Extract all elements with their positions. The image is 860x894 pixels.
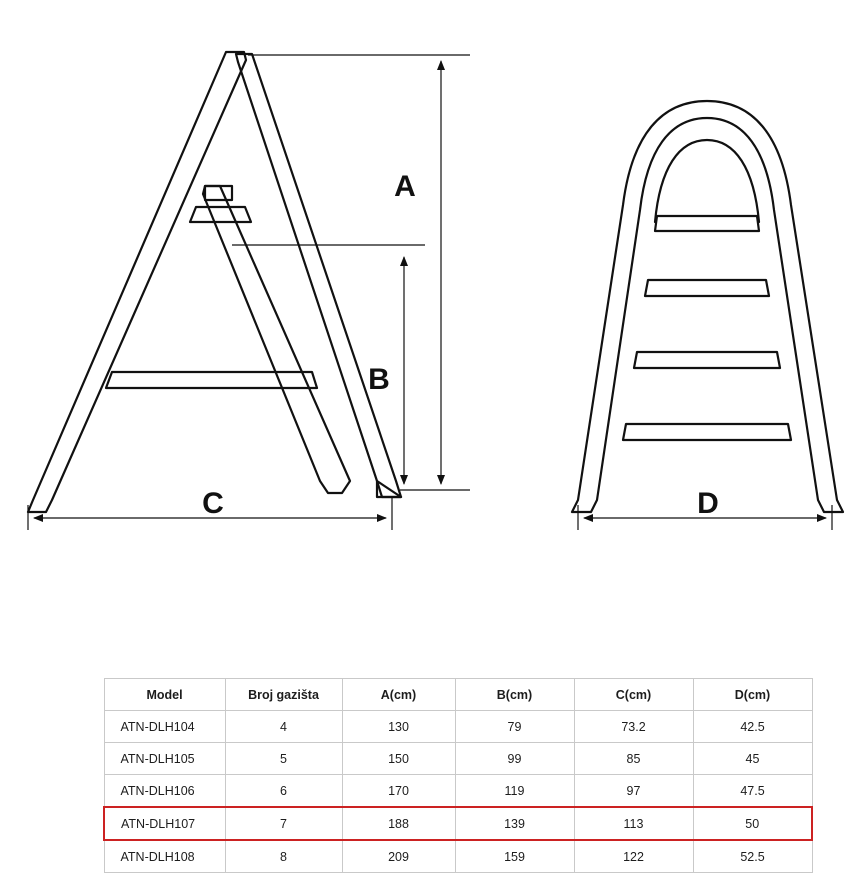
step-middle <box>106 372 317 388</box>
table-body <box>104 711 812 873</box>
cell-model: ATN-DLH106 <box>104 775 225 808</box>
column-header-b: B(cm) <box>455 679 574 711</box>
column-header-c: C(cm) <box>574 679 693 711</box>
specification-table-wrapper <box>103 678 771 873</box>
front-arch-inner <box>655 140 759 222</box>
cell-steps: 4 <box>225 711 342 743</box>
cell-steps: 5 <box>225 743 342 775</box>
cell-b: 139 <box>455 807 574 840</box>
cell-c: 73.2 <box>574 711 693 743</box>
cell-steps: 8 <box>225 840 342 873</box>
dim-a-label: A <box>394 170 416 203</box>
cell-c: 113 <box>574 807 693 840</box>
dim-b-label: B <box>368 363 390 396</box>
top-platform <box>205 186 232 200</box>
table-row <box>104 743 812 775</box>
cell-a: 170 <box>342 775 455 808</box>
step-upper <box>190 207 251 222</box>
table-row <box>104 711 812 743</box>
table-header <box>104 679 812 711</box>
rung-2 <box>645 280 769 296</box>
cell-d: 50 <box>693 807 812 840</box>
cell-a: 188 <box>342 807 455 840</box>
table-row <box>104 775 812 808</box>
cell-b: 119 <box>455 775 574 808</box>
cell-steps: 7 <box>225 807 342 840</box>
cell-model: ATN-DLH104 <box>104 711 225 743</box>
cell-model: ATN-DLH107 <box>104 807 225 840</box>
rung-1 <box>655 216 759 231</box>
column-header-model: Model <box>104 679 225 711</box>
ladder-side-view <box>28 52 401 512</box>
front-rail <box>236 54 401 497</box>
cell-d: 52.5 <box>693 840 812 873</box>
cell-b: 159 <box>455 840 574 873</box>
dim-d-label: D <box>697 487 719 520</box>
cell-b: 99 <box>455 743 574 775</box>
column-header-a: A(cm) <box>342 679 455 711</box>
cell-d: 45 <box>693 743 812 775</box>
rung-4 <box>623 424 791 440</box>
cell-model: ATN-DLH108 <box>104 840 225 873</box>
rung-3 <box>634 352 780 368</box>
cell-d: 47.5 <box>693 775 812 808</box>
cell-b: 79 <box>455 711 574 743</box>
ladder-front-view <box>572 101 843 512</box>
table-header-row <box>104 679 812 711</box>
cell-model: ATN-DLH105 <box>104 743 225 775</box>
cell-d: 42.5 <box>693 711 812 743</box>
column-header-d: D(cm) <box>693 679 812 711</box>
specification-table <box>103 678 813 873</box>
column-header-steps: Broj gazišta <box>225 679 342 711</box>
cell-a: 209 <box>342 840 455 873</box>
cell-c: 85 <box>574 743 693 775</box>
cell-c: 97 <box>574 775 693 808</box>
cell-steps: 6 <box>225 775 342 808</box>
cell-a: 150 <box>342 743 455 775</box>
support-rail <box>203 186 350 493</box>
table-row <box>104 840 812 873</box>
rear-rail <box>28 52 246 512</box>
table-row-highlighted <box>104 807 812 840</box>
cell-a: 130 <box>342 711 455 743</box>
cell-c: 122 <box>574 840 693 873</box>
front-frame <box>572 101 843 512</box>
dim-c-label: C <box>202 487 224 520</box>
